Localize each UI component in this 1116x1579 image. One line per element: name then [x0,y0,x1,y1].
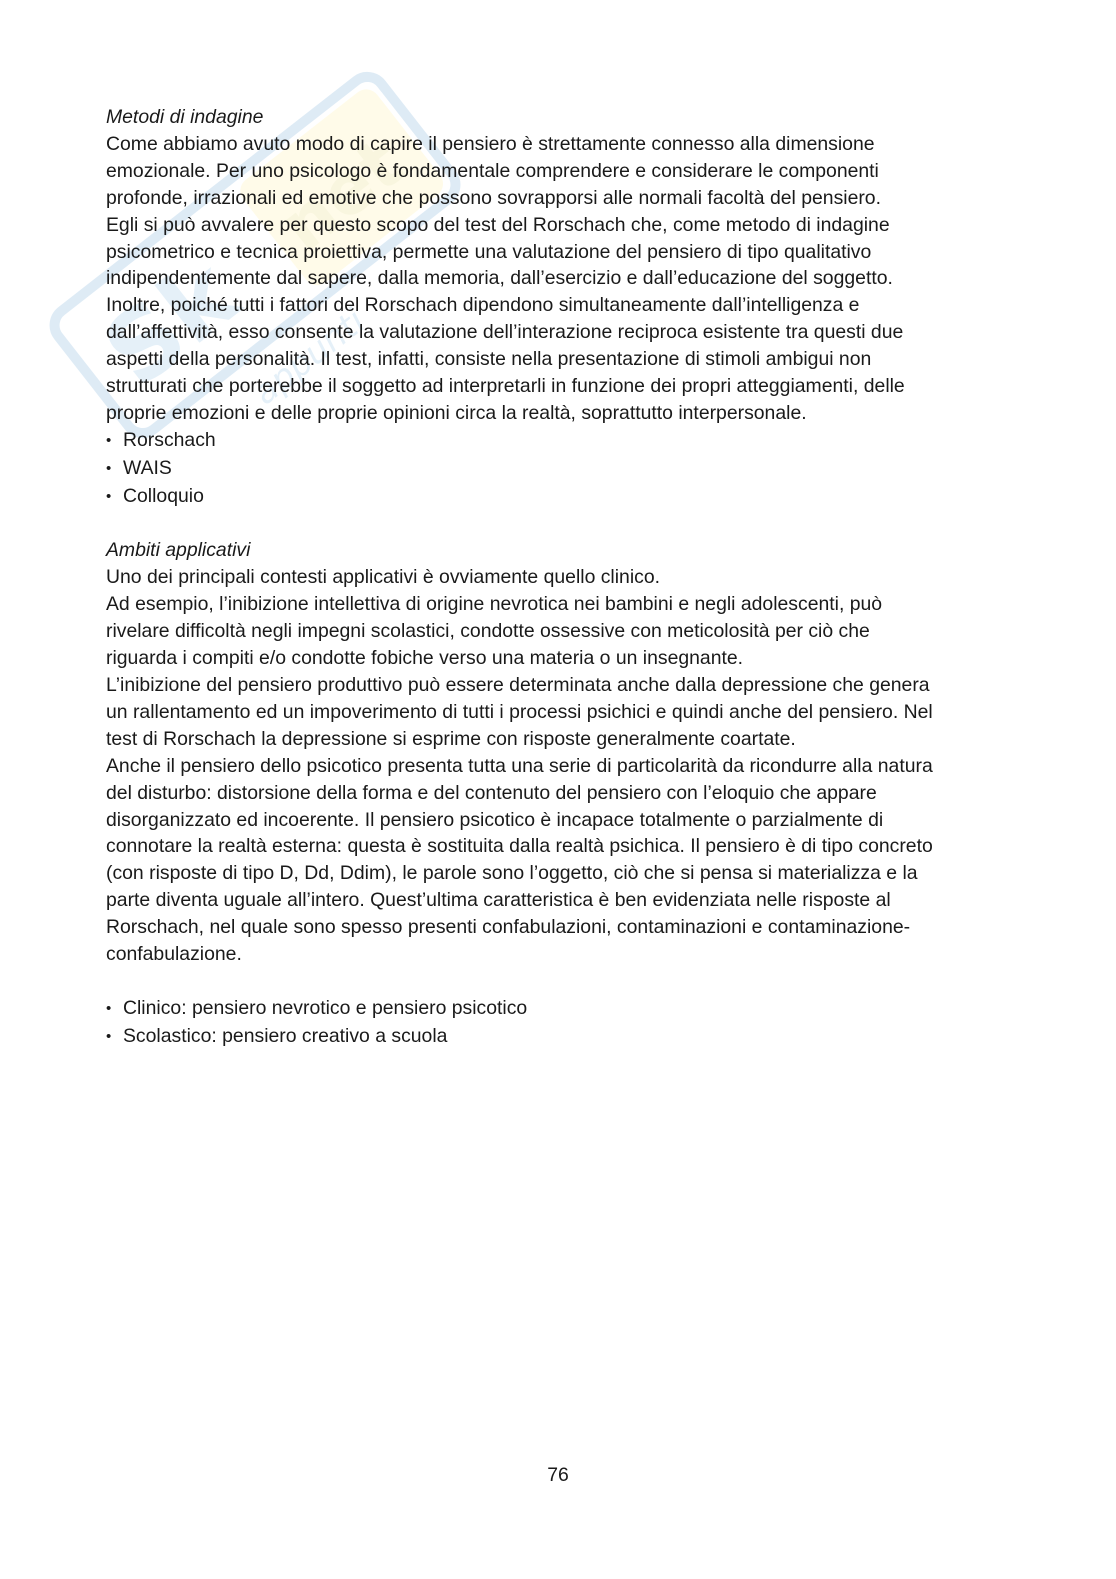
bullet-icon: • [106,487,112,505]
list-item-text: WAIS [123,456,172,479]
list-item [106,427,1006,455]
bullet-icon: • [106,1027,112,1045]
page-number: 76 [547,1464,569,1486]
paragraph-line: psicometrico e tecnica proiettiva, permette una valutazione del pensiero di tipo qualitativo [106,240,872,263]
paragraph-line: confabulazione. [106,943,242,966]
paragraph-line: disorganizzato ed incoerente. Il pensiero psicotico è incapace totalmente o parzialmente di [106,808,884,831]
paragraph-line: connotare la realtà esterna: questa è sostituita dalla realtà psichica. Il pensiero è di tipo concreto [106,835,933,858]
list-item-text: Clinico: pensiero nevrotico e pensiero psicotico [123,996,528,1019]
paragraph-line: test di Rorschach la depressione si esprime con risposte generalmente coartate. [106,727,796,750]
paragraph-line: L’inibizione del pensiero produttivo può essere determinata anche dalla depressione che genera [106,674,930,697]
list-item [106,455,1006,483]
list-spacer [106,968,1006,995]
paragraph-line: proprie emozioni e delle proprie opinioni circa la realtà, soprattutto interpersonale. [106,401,807,424]
paragraph-line: (con risposte di tipo D, Dd, Ddim), le parole sono l’oggetto, ciò che si pensa si materializza e la [106,862,918,885]
paragraph-line: Inoltre, poiché tutti i fattori del Rorschach dipendono simultaneamente dall’intelligenza e [106,294,860,317]
list-item [106,1023,1006,1051]
svg-text:Sk: Sk [83,238,258,409]
list-item-text: Scolastico: pensiero creativo a scuola [123,1024,448,1047]
section-heading: Ambiti applicativi [106,539,251,562]
paragraph-line: profonde, irrazionali ed emotive che possono sovrapporsi alle normali facoltà del pensiero. [106,186,881,209]
list-item [106,483,1006,511]
paragraph-line: del disturbo: distorsione della forma e del contenuto del pensiero con l’eloquio che appare [106,781,877,804]
paragraph-line: rivelare difficoltà negli impegni scolastici, condotte ossessive con meticolosità per ciò che [106,620,870,643]
paragraph-line: Egli si può avvalere per questo scopo del test del Rorschach che, come metodo di indagine [106,213,890,236]
paragraph-line: Anche il pensiero dello psicotico presenta tutta una serie di particolarità da ricondurre alla natura [106,754,933,777]
bullet-icon: • [106,459,112,477]
section-ambiti-applicativi [106,537,1006,1050]
list-item-text: Colloquio [123,484,204,507]
paragraph-line: un rallentamento ed un impoverimento di tutti i processi psichici e quindi anche del pensiero. Nel [106,700,933,723]
paragraph-line: Rorschach, nel quale sono spesso presenti confabulazioni, contaminazioni e contaminazione- [106,916,911,939]
paragraph-line: dall’affettività, esso consente la valutazione dell’interazione reciproca esistente tra questi due [106,321,904,344]
paragraph-line: strutturati che porterebbe il soggetto ad interpretarli in funzione dei propri atteggiamenti, delle [106,375,905,398]
document-body [106,104,1006,1051]
paragraph-line: Ad esempio, l’inibizione intellettiva di origine nevrotica nei bambini e negli adolescenti, può [106,593,883,616]
paragraph-line: indipendentemente dal sapere, dalla memoria, dall’esercizio e dall’educazione del soggetto. [106,267,893,290]
svg-text:net: net [264,122,419,268]
paragraph-line: riguarda i compiti e/o condotte fobiche verso una materia o un insegnante. [106,647,744,670]
list-item-text: Rorschach [123,428,216,451]
paragraph-line: emozionale. Per uno psicologo è fondamentale comprendere e considerare le componenti [106,159,879,182]
paragraph-line: Come abbiamo avuto modo di capire il pensiero è strettamente connesso alla dimensione [106,132,875,155]
list-item [106,995,1006,1023]
section-spacer [106,511,1006,538]
paragraph-line: parte diventa uguale all’intero. Quest’ultima caratteristica è ben evidenziata nelle risposte al [106,889,891,912]
section-metodi-di-indagine [106,104,1006,511]
bullet-icon: • [106,431,112,449]
svg-text:appunti: appunti [245,301,373,413]
section-heading: Metodi di indagine [106,106,264,128]
paragraph-line: Uno dei principali contesti applicativi è ovviamente quello clinico. [106,566,661,589]
bullet-icon: • [106,999,112,1017]
paragraph-line: aspetti della personalità. Il test, infatti, consiste nella presentazione di stimoli ambigui non [106,348,872,371]
